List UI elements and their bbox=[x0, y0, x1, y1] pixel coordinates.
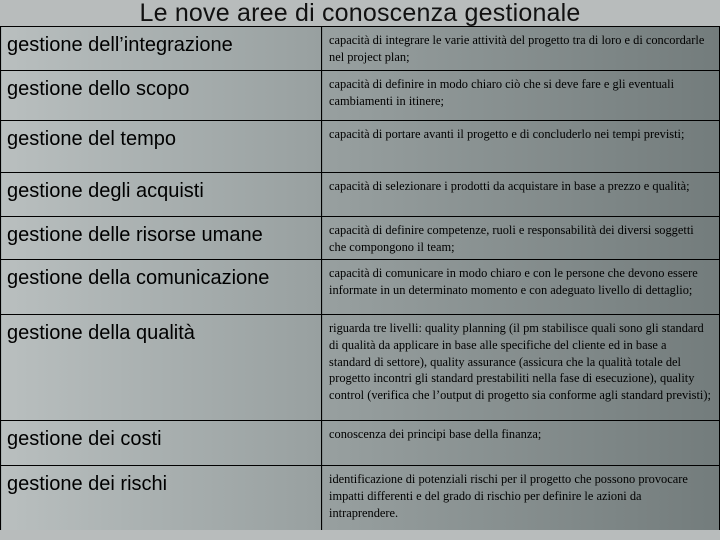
table-row bbox=[1, 421, 720, 466]
area-name: gestione dello scopo bbox=[1, 71, 322, 121]
area-name: gestione della qualità bbox=[1, 315, 322, 421]
table-row bbox=[1, 217, 720, 260]
area-description: capacità di definire competenze, ruoli e responsabilità dei diversi soggetti che compongono il team; bbox=[322, 217, 720, 260]
area-description: capacità di integrare le varie attività del progetto tra di loro e di concordarle nel project plan; bbox=[322, 27, 720, 71]
area-name: gestione della comunicazione bbox=[1, 260, 322, 315]
area-description: capacità di selezionare i prodotti da acquistare in base a prezzo e qualità; bbox=[322, 173, 720, 217]
area-name: gestione delle risorse umane bbox=[1, 217, 322, 260]
area-description: riguarda tre livelli: quality planning (il pm stabilisce quali sono gli standard di qualità da applicare in base alle specifiche del cliente ed in base a standard di settore), quality assurance (assicura che la qualità totale del progetto incontri gli standard prestabiliti nella fase di esecuzione), quality control (verifica che l’output di progetto sia conforme agli standard previsti); bbox=[322, 315, 720, 421]
bottom-margin bbox=[0, 530, 720, 540]
area-description: conoscenza dei principi base della finanza; bbox=[322, 421, 720, 466]
table-row bbox=[1, 71, 720, 121]
table-row bbox=[1, 315, 720, 421]
area-description: capacità di definire in modo chiaro ciò che si deve fare e gli eventuali cambiamenti in itinere; bbox=[322, 71, 720, 121]
knowledge-areas-table bbox=[0, 26, 720, 531]
area-description: capacità di portare avanti il progetto e di concluderlo nei tempi previsti; bbox=[322, 121, 720, 173]
page-title: Le nove aree di conoscenza gestionale bbox=[139, 0, 581, 27]
table-row bbox=[1, 121, 720, 173]
table-row bbox=[1, 27, 720, 71]
area-name: gestione del tempo bbox=[1, 121, 322, 173]
area-name: gestione degli acquisti bbox=[1, 173, 322, 217]
table-row bbox=[1, 173, 720, 217]
area-name: gestione dell’integrazione bbox=[1, 27, 322, 71]
area-description: identificazione di potenziali rischi per il progetto che possono provocare impatti differenti e del grado di rischio per definire le azioni da intraprendere. bbox=[322, 466, 720, 531]
area-name: gestione dei costi bbox=[1, 421, 322, 466]
table-row bbox=[1, 260, 720, 315]
table-row bbox=[1, 466, 720, 531]
area-name: gestione dei rischi bbox=[1, 466, 322, 531]
area-description: capacità di comunicare in modo chiaro e con le persone che devono essere informate in un determinato momento e con adeguato livello di dettaglio; bbox=[322, 260, 720, 315]
